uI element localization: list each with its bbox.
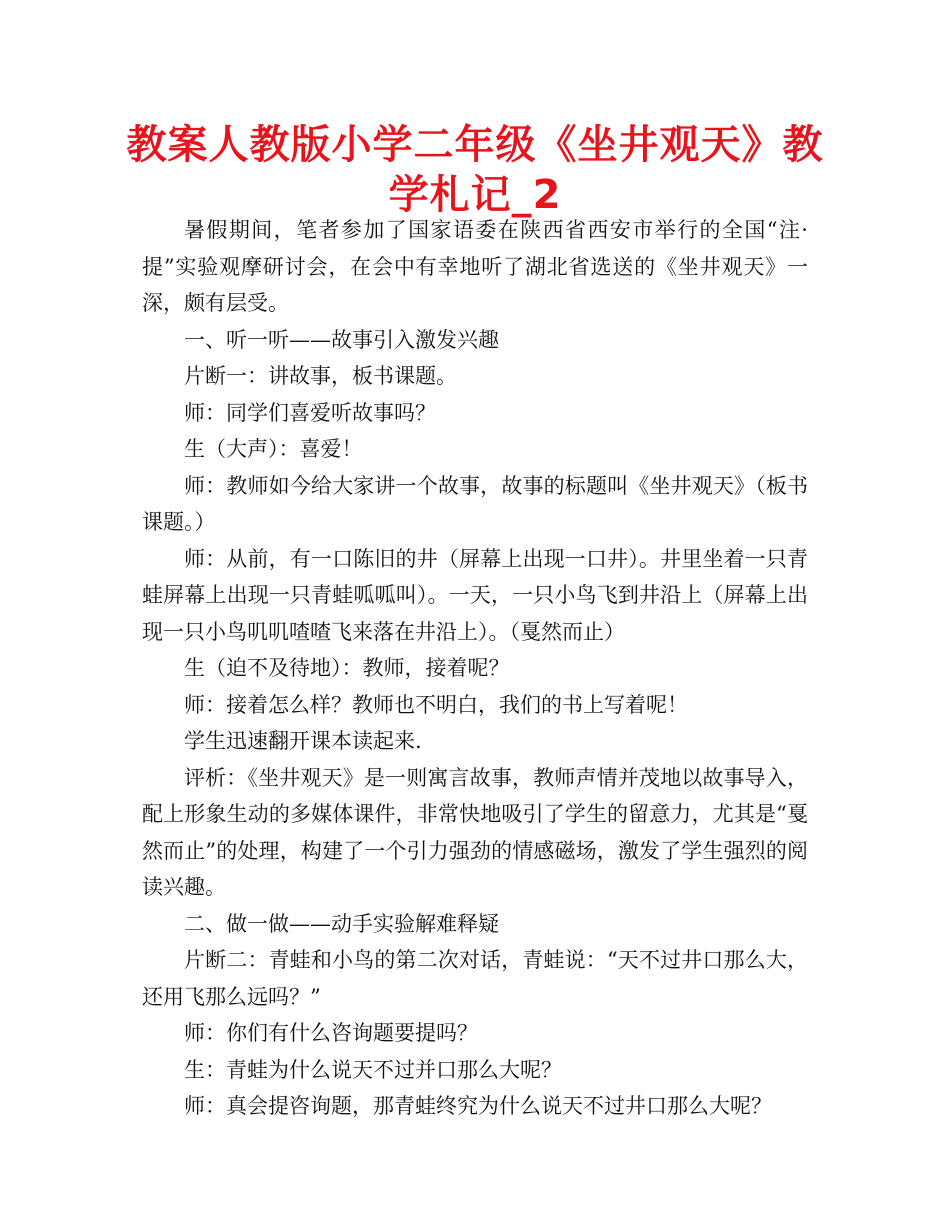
- paragraph: 生（迫不及待地）：教师，接着呢？: [184, 656, 510, 680]
- document-title: 教案人教版小学二年级《坐井观天》教学札记_2: [126, 122, 824, 218]
- paragraph: 师：接着怎么样？教师也不明白，我们的书上写着呢！: [184, 692, 688, 717]
- section-heading: 二、做一做——动手实验解难释疑: [184, 911, 499, 936]
- paragraph: 师：教师如今给大家讲一个故事，故事的标题叫《坐井观天》（板书课题。）: [142, 473, 808, 534]
- paragraph: 师：你们有什么咨询题要提吗？: [184, 1021, 478, 1045]
- paragraph: 师：从前，有一口陈旧的井（屏幕上出现一口井）。井里坐着一只青蛙屏幕上出现一只青蛙呱呱叫）。一天，一只小鸟飞到井沿上（屏幕上出现一只小鸟叽叽喳喳飞来落在井沿上）。（戛然而止）: [142, 546, 808, 644]
- paragraph: 片断二：青蛙和小鸟的第二次对话，青蛙说：“天不过井口那么大，还用飞那么远吗？”: [142, 948, 808, 1009]
- paragraph: 师：同学们喜爱听故事吗？: [184, 400, 436, 425]
- paragraph: 生（大声）：喜爱！: [184, 437, 363, 461]
- paragraph: 师：真会提咨询题，那青蛙终究为什么说天不过井口那么大呢？: [184, 1094, 772, 1118]
- section-heading: 一、听一听——故事引入激发兴趣: [184, 327, 499, 352]
- paragraph: 生：青蛙为什么说天不过并口那么大呢？: [184, 1057, 562, 1082]
- paragraph: 暑假期间，笔者参加了国家语委在陕西省西安市举行的全国“注·提”实验观摩研讨会，在会中有幸地听了湖北省选送的《坐井观天》一深，颇有层受。: [142, 218, 808, 315]
- paragraph: 片断一：讲故事，板书课题。: [184, 364, 457, 388]
- paragraph: 学生迅速翻开课本读起来.: [184, 729, 422, 753]
- paragraph: 评析：《坐井观天》是一则寓言故事，教师声情并茂地以故事导入，配上形象生动的多媒体课件，非常快地吸引了学生的留意力，尤其是“戛然而止”的处理，构建了一个引力强劲的情感磁场，激发了学生强烈的阅读兴趣。: [142, 765, 808, 899]
- document-body: [142, 212, 808, 1125]
